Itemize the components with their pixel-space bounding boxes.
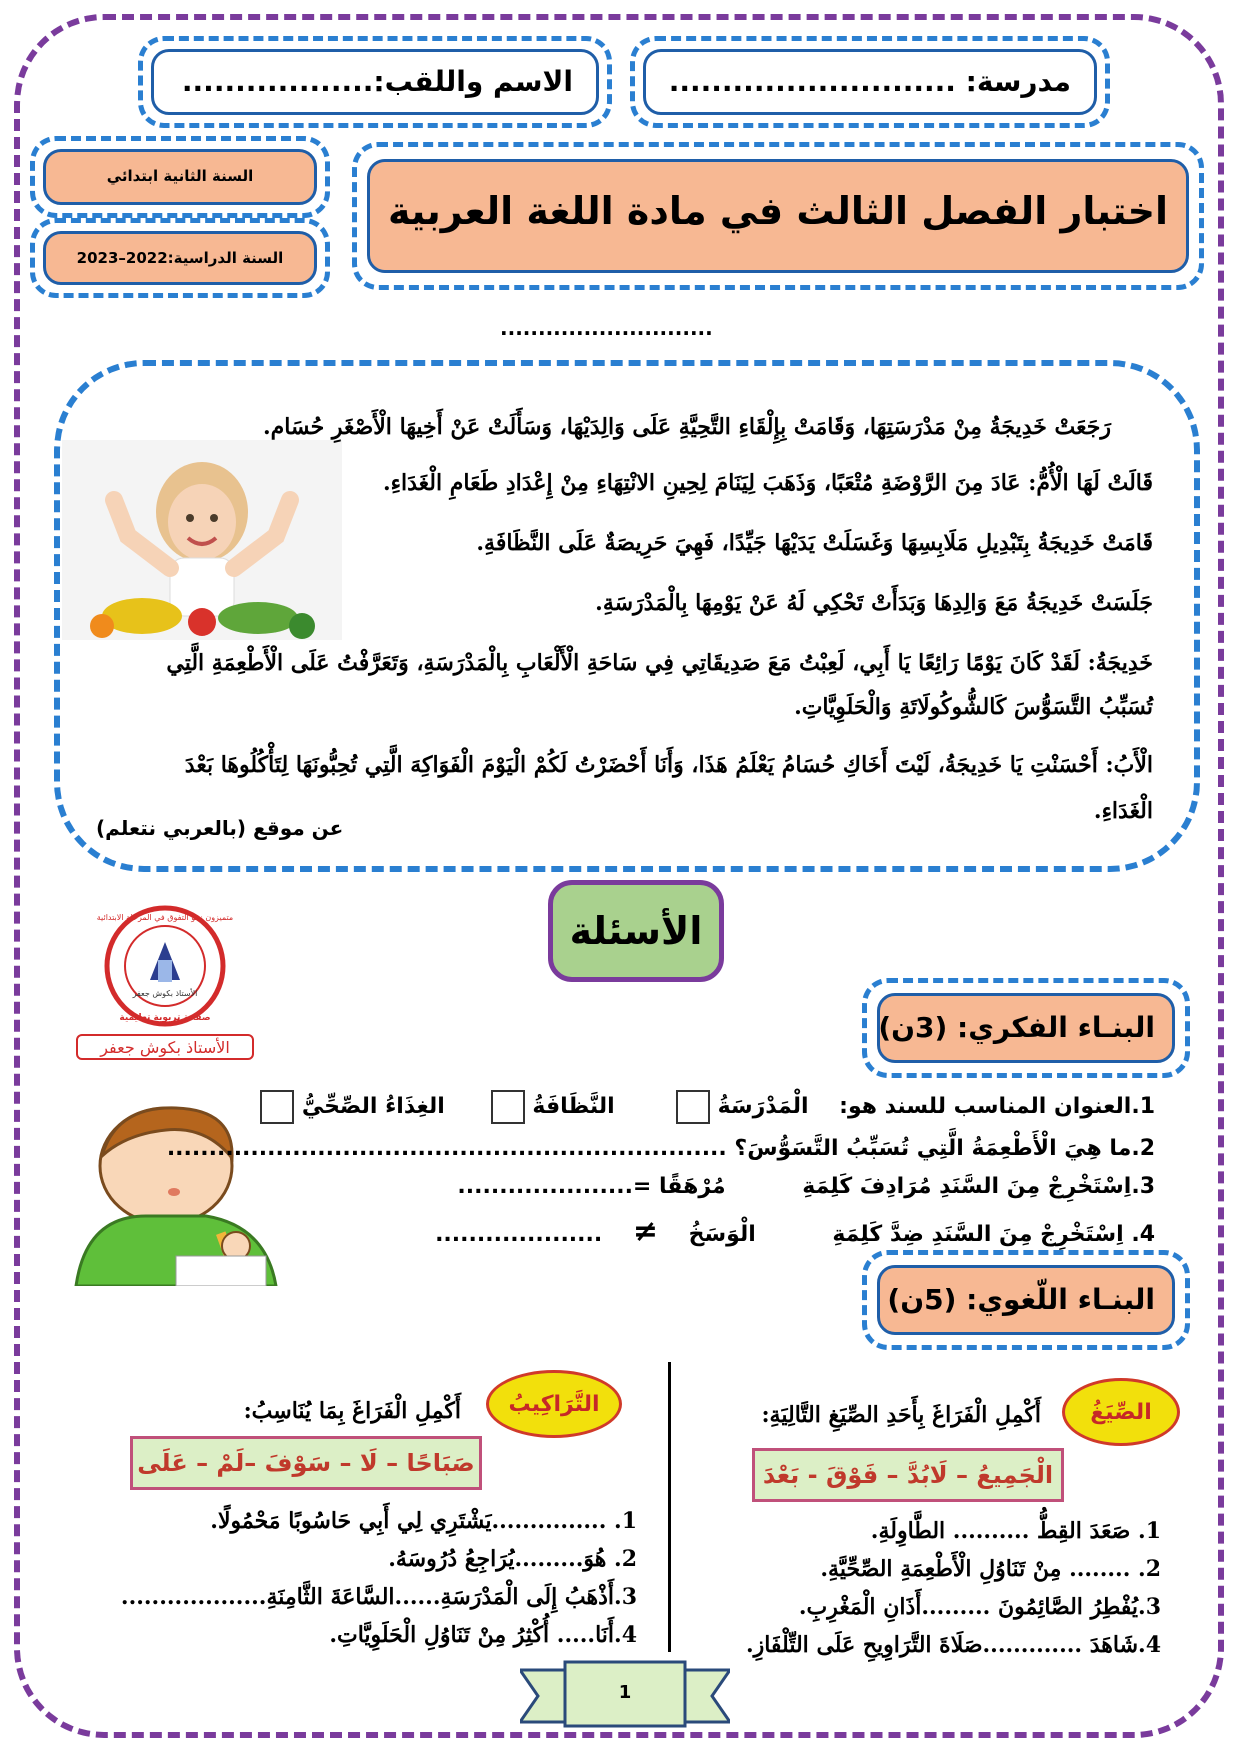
left-bubble: التَّرَاكِيبُ: [486, 1370, 622, 1438]
page-number-ribbon: [520, 1660, 730, 1732]
right-instruction: أَكْمِلِ الْفَرَاغَ بِأَحَدِ الصِّيَغِ التَّالِيَةِ:: [761, 1402, 1041, 1428]
left-options-box: صَبَاحًا – لَا – سَوْفَ –لَمْ – عَلَى: [130, 1436, 482, 1490]
passage-line-7: الْأَبُ: أَحْسَنْتِ يَا خَدِيجَةُ، لَيْتَ أَخَاكِ حُسَامُ يَعْلَمُ هَذَا، وَأَنَا أَحْضَرْتُ لَكُمْ الْيَوْمَ الْفَوَاكِهَ الَّتِي تُحِبُّونَهَا لِتَأْكُلُوهَا بَعْدَ: [184, 752, 1153, 778]
page-number: 1: [618, 1682, 632, 1703]
column-divider: [668, 1362, 671, 1652]
passage-line-8: الْغَدَاءِ.: [1093, 798, 1153, 824]
q4-word: الْوَسَخُ: [688, 1222, 756, 1247]
section2-title: البنـاء اللّغوي: (5ن): [887, 1283, 1155, 1316]
q4-label: 4. اِسْتَخْرِجْ مِنَ السَّنَدِ ضِدَّ كَلِمَةِ: [832, 1222, 1155, 1247]
right-bubble: الصِّيَغُ: [1062, 1378, 1180, 1446]
school-label: مدرسة: ...........................: [668, 65, 1071, 98]
logo-center-text: الأستاذ بكوش جعفر: [132, 989, 198, 998]
logo-top-arc: متميزون نحو التفوق في المرحلة الابتدائية: [96, 913, 234, 922]
q4-row: [435, 1214, 1155, 1249]
passage-source: عن موقع (بالعربي نتعلم): [96, 816, 344, 840]
text-title-dots: ............................: [500, 316, 713, 340]
q4-dots: ....................: [435, 1222, 603, 1247]
q1-label: 1.العنوان المناسب للسند هو:: [839, 1094, 1155, 1119]
q3-word: مُرْهَقًا =.....................: [457, 1174, 726, 1199]
school-box: [630, 36, 1110, 128]
passage-line-5: خَدِيجَةُ: لَقَدْ كَانَ يَوْمًا رَائِعًا يَا أَبِي، لَعِبْتُ مَعَ صَدِيقَاتِي فِي سَاحَةِ الْأَلْعَابِ بِالْمَدْرَسَةِ، وَتَعَرَّفْتُ عَلَى الْأَطْعِمَةِ الَّتِي: [166, 650, 1153, 676]
left-item-4: 4.أَنَا..... أُكْثِرُ مِنْ تَنَاوُلِ الْحَلَوِيَّاتِ.: [329, 1622, 637, 1648]
left-item-1: 1. ...............يَشْتَرِي لِي أَبِي حَاسُوبًا مَحْمُولًا.: [210, 1508, 637, 1534]
q1-row: [260, 1090, 1155, 1124]
level-box: [30, 136, 330, 218]
passage-line-3: قَامَتْ خَدِيجَةُ بِتَبْدِيلِ مَلَابِسِهَا وَغَسَلَتْ يَدَيْهَا جَيِّدًا، فَهِيَ حَرِيصَةٌ عَلَى النَّظَافَةِ.: [476, 530, 1153, 556]
year-box: [30, 218, 330, 298]
q1-option-2: النَّظَافَةُ: [532, 1094, 615, 1119]
q1-option-3: الغِذَاءُ الصِّحِّيُّ: [301, 1094, 445, 1119]
teacher-logo: [70, 904, 260, 1064]
section1-title-box: [862, 978, 1190, 1078]
right-item-2: 2. ........ مِنْ تَنَاوُلِ الْأَطْعِمَةِ الصِّحِّيَّةِ.: [820, 1556, 1161, 1582]
boy-writing-picture: [56, 1096, 286, 1286]
left-instruction: أَكْمِلِ الْفَرَاغَ بِمَا يُنَاسِبُ:: [243, 1398, 461, 1424]
q3-label: 3.اِسْتَخْرِجْ مِنَ السَّنَدِ مُرَادِفَ كَلِمَةِ: [802, 1174, 1155, 1199]
passage-line-4: جَلَسَتْ خَدِيجَةُ مَعَ وَالِدِهَا وَبَدَأَتْ تَحْكِي لَهُ عَنْ يَوْمِهَا بِالْمَدْرَسَةِ.: [595, 590, 1153, 616]
logo-caption-box: [76, 1034, 254, 1060]
title-box: [352, 142, 1204, 290]
name-label: الاسم واللقب:..................: [181, 65, 573, 98]
passage-line-6: تُسَبِّبُ التَّسَوُّسَ كَالشُّوكُولَاتَةِ وَالْحَلَوِيَّاتِ.: [794, 694, 1153, 720]
logo-bottom-arc: صفحة تربوية تعليمية: [119, 1013, 211, 1023]
right-item-4: 4.شَاهَدَ .............صَلَاةَ التَّرَاوِيحِ عَلَى التِّلْفَازِ.: [745, 1632, 1161, 1658]
year-label: السنة الدراسية:2022–2023: [76, 249, 284, 267]
logo-caption: الأستاذ بكوش جعفر: [100, 1037, 230, 1057]
questions-title-box: [548, 880, 724, 982]
passage-line-1: رَجَعَتْ خَدِيجَةُ مِنْ مَدْرَسَتِهَا، وَقَامَتْ بِإِلْقَاءِ التَّحِيَّةِ عَلَى وَالِدَيْهَا، وَسَأَلَتْ عَنْ أَخِيهَا الْأَصْغَرِ حُسَام.: [262, 414, 1111, 440]
left-item-3: 3.أَذْهَبُ إِلَى الْمَدْرَسَةِ......السَّاعَةَ الثَّامِنَةِ...................: [120, 1584, 637, 1610]
name-box: [138, 36, 612, 128]
exam-title: اختبار الفصل الثالث في مادة اللغة العربية: [387, 189, 1169, 233]
right-item-3: 3.يُفْطِرُ الصَّائِمُونَ .........أَذَانِ الْمَغْرِبِ.: [798, 1594, 1161, 1620]
right-item-1: 1. صَعَدَ القِطُّ .......... الطَّاوِلَةِ.: [870, 1518, 1161, 1544]
q2-row: 2.ما هِيَ الْأَطْعِمَةُ الَّتِي تُسَبِّبُ التَّسَوُّسَ؟ ...................................................................: [166, 1136, 1155, 1161]
section2-title-box: [862, 1250, 1190, 1350]
q3-row: [457, 1174, 1155, 1199]
q4-not-equal-sign: ≠: [632, 1214, 659, 1249]
passage-line-2: قَالَتْ لَهَا الْأُمُّ: عَادَ مِنَ الرَّوْضَةِ مُتْعَبًا، وَذَهَبَ لِيَنَامَ لِحِينِ الانْتِهَاءِ مِنْ إِعْدَادِ طَعَامِ الْغَدَاءِ.: [383, 470, 1153, 496]
section1-title: البنـاء الفكري: (3ن): [878, 1011, 1155, 1044]
left-item-2: 2. هُوَ.........يُرَاجِعُ دُرُوسَهُ.: [388, 1546, 637, 1572]
q1-checkbox-1[interactable]: [676, 1090, 710, 1124]
right-options-box: الْجَمِيعُ – لَابُدَّ – فَوْقَ - بَعْدَ: [752, 1448, 1064, 1502]
questions-title: الأسئلة: [569, 909, 703, 953]
level-label: السنة الثانية ابتدائي: [106, 167, 254, 185]
q1-checkbox-3[interactable]: [260, 1090, 294, 1124]
q1-checkbox-2[interactable]: [491, 1090, 525, 1124]
q1-option-1: الْمَدْرَسَةُ: [717, 1094, 809, 1119]
